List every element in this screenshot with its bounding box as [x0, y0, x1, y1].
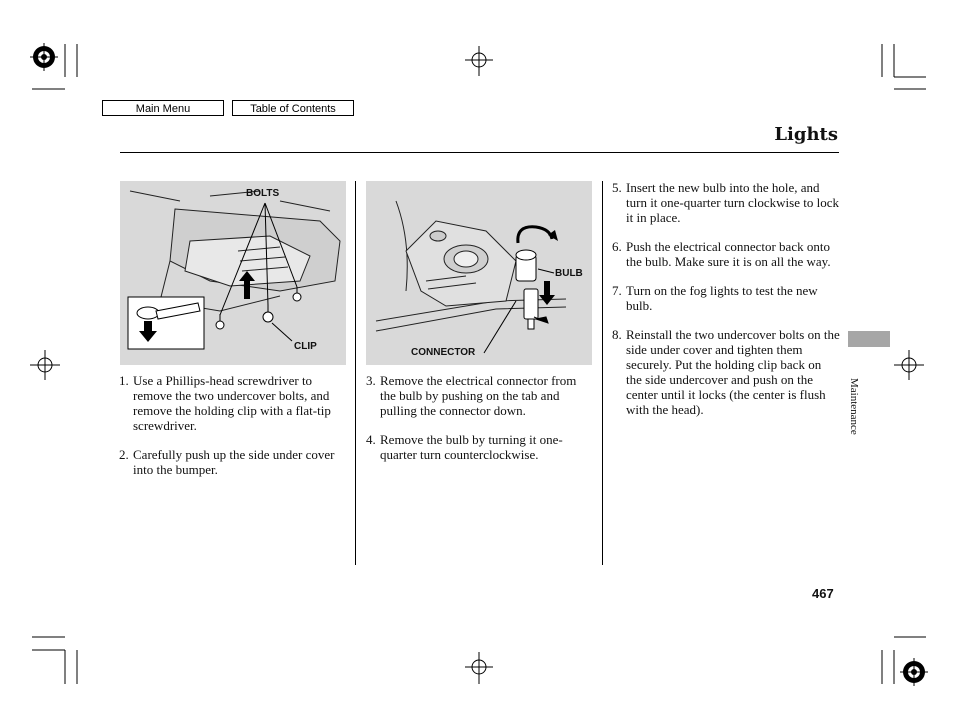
fog-light-bulb-illustration — [366, 181, 592, 365]
section-label: Maintenance — [848, 378, 860, 435]
section-tab-maintenance[interactable] — [848, 331, 890, 347]
column-divider — [355, 181, 356, 565]
step-item — [119, 373, 347, 433]
bolts-label: BOLTS — [246, 188, 280, 199]
step-number: 5. — [612, 180, 622, 195]
step-number: 8. — [612, 327, 622, 342]
step-text: Insert the new bulb into the hole, and turn it one-quarter turn clockwise to lock it in place. — [626, 180, 839, 225]
page-title: Lights — [774, 124, 838, 145]
step-number: 3. — [366, 373, 376, 388]
step-text: Push the electrical connector back onto the bulb. Make sure it is on all the way. — [626, 239, 831, 269]
instructions-column-1 — [119, 373, 347, 491]
instructions-column-3 — [612, 180, 840, 431]
step-text: Use a Phillips-head screwdriver to remove the two undercover bolts, and remove the holding clip with a flat-tip screwdriver. — [133, 373, 331, 433]
step-text: Reinstall the two undercover bolts on the side under cover and tighten them securely. Put the holding clip back on the side undercover and push on the center until it locks (the center is flush with the head). — [626, 327, 840, 417]
clip-label: CLIP — [294, 341, 317, 352]
step-text: Turn on the fog lights to test the new bulb. — [626, 283, 818, 313]
connector-label: CONNECTOR — [411, 347, 476, 358]
step-number: 1. — [119, 373, 129, 388]
step-text: Carefully push up the side under cover into the bumper. — [133, 447, 335, 477]
instructions-column-2 — [366, 373, 594, 476]
step-number: 7. — [612, 283, 622, 298]
page-number: 467 — [812, 586, 834, 601]
step-number: 6. — [612, 239, 622, 254]
undercover-drawing — [120, 181, 346, 365]
step-item — [119, 447, 347, 477]
step-text: Remove the electrical connector from the bulb by pushing on the tab and pulling the connector down. — [380, 373, 577, 418]
step-item — [612, 327, 840, 417]
step-item — [612, 239, 840, 269]
step-number: 2. — [119, 447, 129, 462]
main-menu-button[interactable]: Main Menu — [102, 100, 224, 116]
bulb-label: BULB — [555, 268, 583, 279]
step-item — [612, 180, 840, 225]
step-item — [366, 432, 594, 462]
step-item — [366, 373, 594, 418]
step-text: Remove the bulb by turning it one-quarter turn counterclockwise. — [380, 432, 563, 462]
header-rule — [120, 152, 839, 153]
table-of-contents-button[interactable]: Table of Contents — [232, 100, 354, 116]
step-item — [612, 283, 840, 313]
column-divider — [602, 181, 603, 565]
step-number: 4. — [366, 432, 376, 447]
undercover-illustration — [120, 181, 346, 365]
